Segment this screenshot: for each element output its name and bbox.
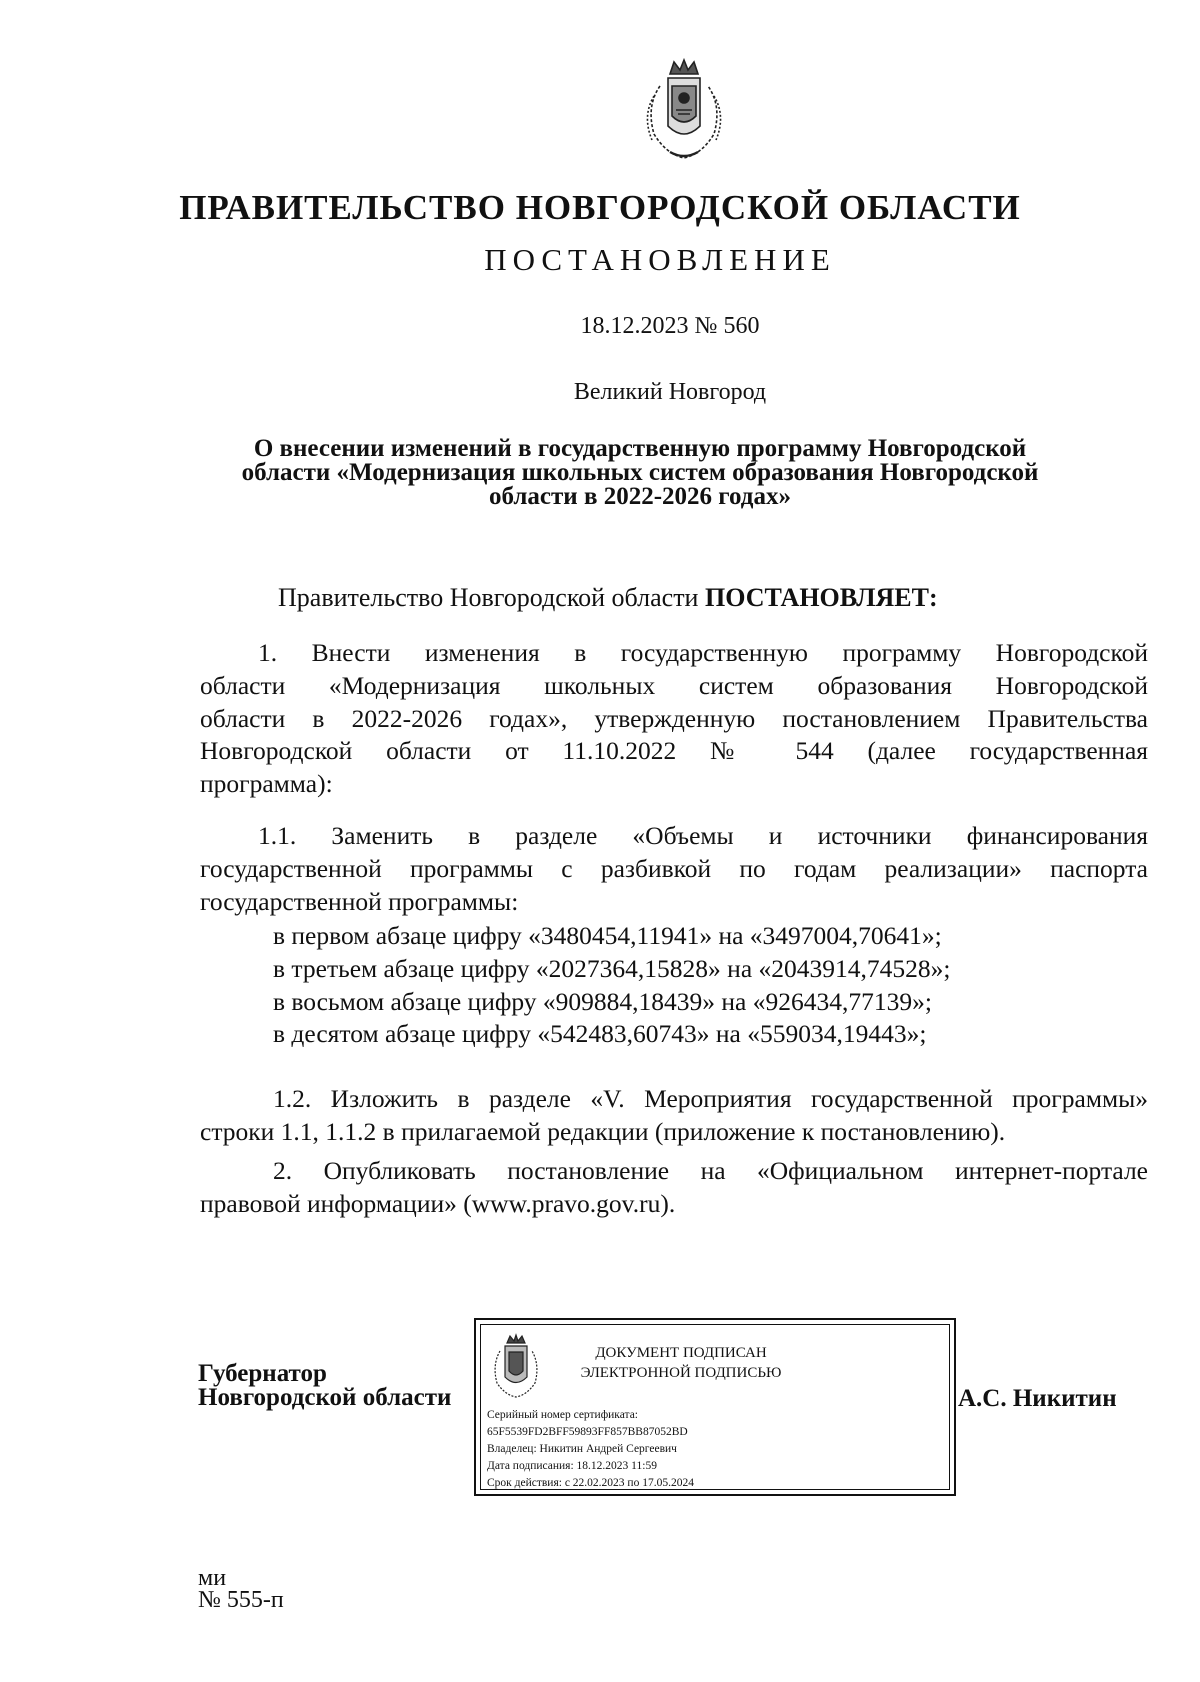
document-reference: № 555-п bbox=[198, 1587, 284, 1613]
signatory-title-line: Новгородской области bbox=[198, 1384, 452, 1411]
paragraph-1-2 bbox=[200, 1083, 1148, 1149]
text-line: правовой информации» (www.pravo.gov.ru). bbox=[200, 1188, 676, 1218]
subject-line: О внесении изменений в государственную программу Новгородской bbox=[253, 435, 1027, 462]
stamp-heading-line: ДОКУМЕНТ ПОДПИСАН bbox=[595, 1345, 767, 1361]
text-line: 2. Опубликовать постановление на «Официальном интернет-портале bbox=[273, 1156, 1148, 1185]
document-subject bbox=[200, 437, 1080, 509]
text-line: государственной программы: bbox=[200, 886, 519, 916]
stamp-heading-line: ЭЛЕКТРОННОЙ ПОДПИСЬЮ bbox=[580, 1365, 782, 1381]
city-name: Великий Новгород bbox=[573, 379, 767, 405]
intro-text: Правительство Новгородской области bbox=[278, 583, 705, 612]
text-line: области в 2022-2026 годах», утвержденную постановлением Правительства bbox=[200, 703, 1148, 733]
intro-decree-word: ПОСТАНОВЛЯЕТ: bbox=[704, 583, 938, 612]
list-item: в восьмом абзаце цифру «909884,18439» на «926434,77139»; bbox=[273, 986, 932, 1016]
executor-initials: ми bbox=[198, 1565, 227, 1591]
certificate-details bbox=[487, 1407, 694, 1492]
electronic-signature-stamp bbox=[474, 1318, 956, 1496]
list-item: в третьем абзаце цифру «2027364,15828» на «2043914,74528»; bbox=[273, 953, 951, 983]
date-and-number: 18.12.2023 № 560 bbox=[580, 313, 760, 339]
organization-title: ПРАВИТЕЛЬСТВО НОВГОРОДСКОЙ ОБЛАСТИ bbox=[179, 188, 1021, 227]
certificate-label: Серийный номер сертификата: bbox=[487, 1409, 638, 1421]
stamp-frame bbox=[480, 1324, 950, 1490]
text-line: 1.2. Изложить в разделе «V. Мероприятия государственной программы» bbox=[273, 1084, 1148, 1113]
coat-of-arms-emblem bbox=[640, 56, 728, 164]
signatory-name: А.С. Никитин bbox=[958, 1385, 1117, 1412]
signatory-title bbox=[198, 1362, 451, 1410]
text-line: государственной программы с разбивкой по годам реализации» паспорта bbox=[200, 853, 1148, 883]
text-line: строки 1.1, 1.1.2 в прилагаемой редакции (приложение к постановлению). bbox=[200, 1116, 1006, 1146]
signatory-title-line: Губернатор bbox=[198, 1360, 327, 1387]
list-item: в первом абзаце цифру «3480454,11941» на «3497004,70641»; bbox=[273, 921, 942, 950]
list-item: в десятом абзаце цифру «542483,60743» на «559034,19443»; bbox=[273, 1019, 927, 1049]
text-line: 1. Внести изменения в государственную программу Новгородской bbox=[258, 638, 1148, 667]
intro-sentence bbox=[278, 583, 938, 613]
certificate-owner: Владелец: Никитин Андрей Сергеевич bbox=[487, 1443, 677, 1455]
certificate-number: 65F5539FD2BFF59893FF857BB87052BD bbox=[487, 1426, 688, 1438]
text-line: Новгородской области от 11.10.2022 № 544 (далее государственная bbox=[200, 736, 1148, 766]
validity-period: Срок действия: с 22.02.2023 по 17.05.2024 bbox=[487, 1477, 694, 1489]
paragraph-2 bbox=[200, 1155, 1148, 1221]
document-type: ПОСТАНОВЛЕНИЕ bbox=[484, 242, 836, 277]
text-line: программа): bbox=[200, 769, 333, 799]
stamp-emblem-icon bbox=[489, 1333, 543, 1401]
paragraph-1-1 bbox=[200, 820, 1148, 918]
stamp-heading bbox=[561, 1343, 801, 1383]
signing-date: Дата подписания: 18.12.2023 11:59 bbox=[487, 1460, 657, 1472]
text-line: области «Модернизация школьных систем образования Новгородской bbox=[200, 670, 1148, 700]
text-line: 1.1. Заменить в разделе «Объемы и источники финансирования bbox=[258, 821, 1148, 850]
replacement-list bbox=[273, 920, 950, 1051]
subject-line: области «Модернизация школьных систем образования Новгородской bbox=[241, 459, 1039, 486]
subject-line: области в 2022-2026 годах» bbox=[489, 483, 791, 510]
paragraph-1 bbox=[200, 637, 1148, 801]
footer-reference bbox=[198, 1567, 284, 1611]
